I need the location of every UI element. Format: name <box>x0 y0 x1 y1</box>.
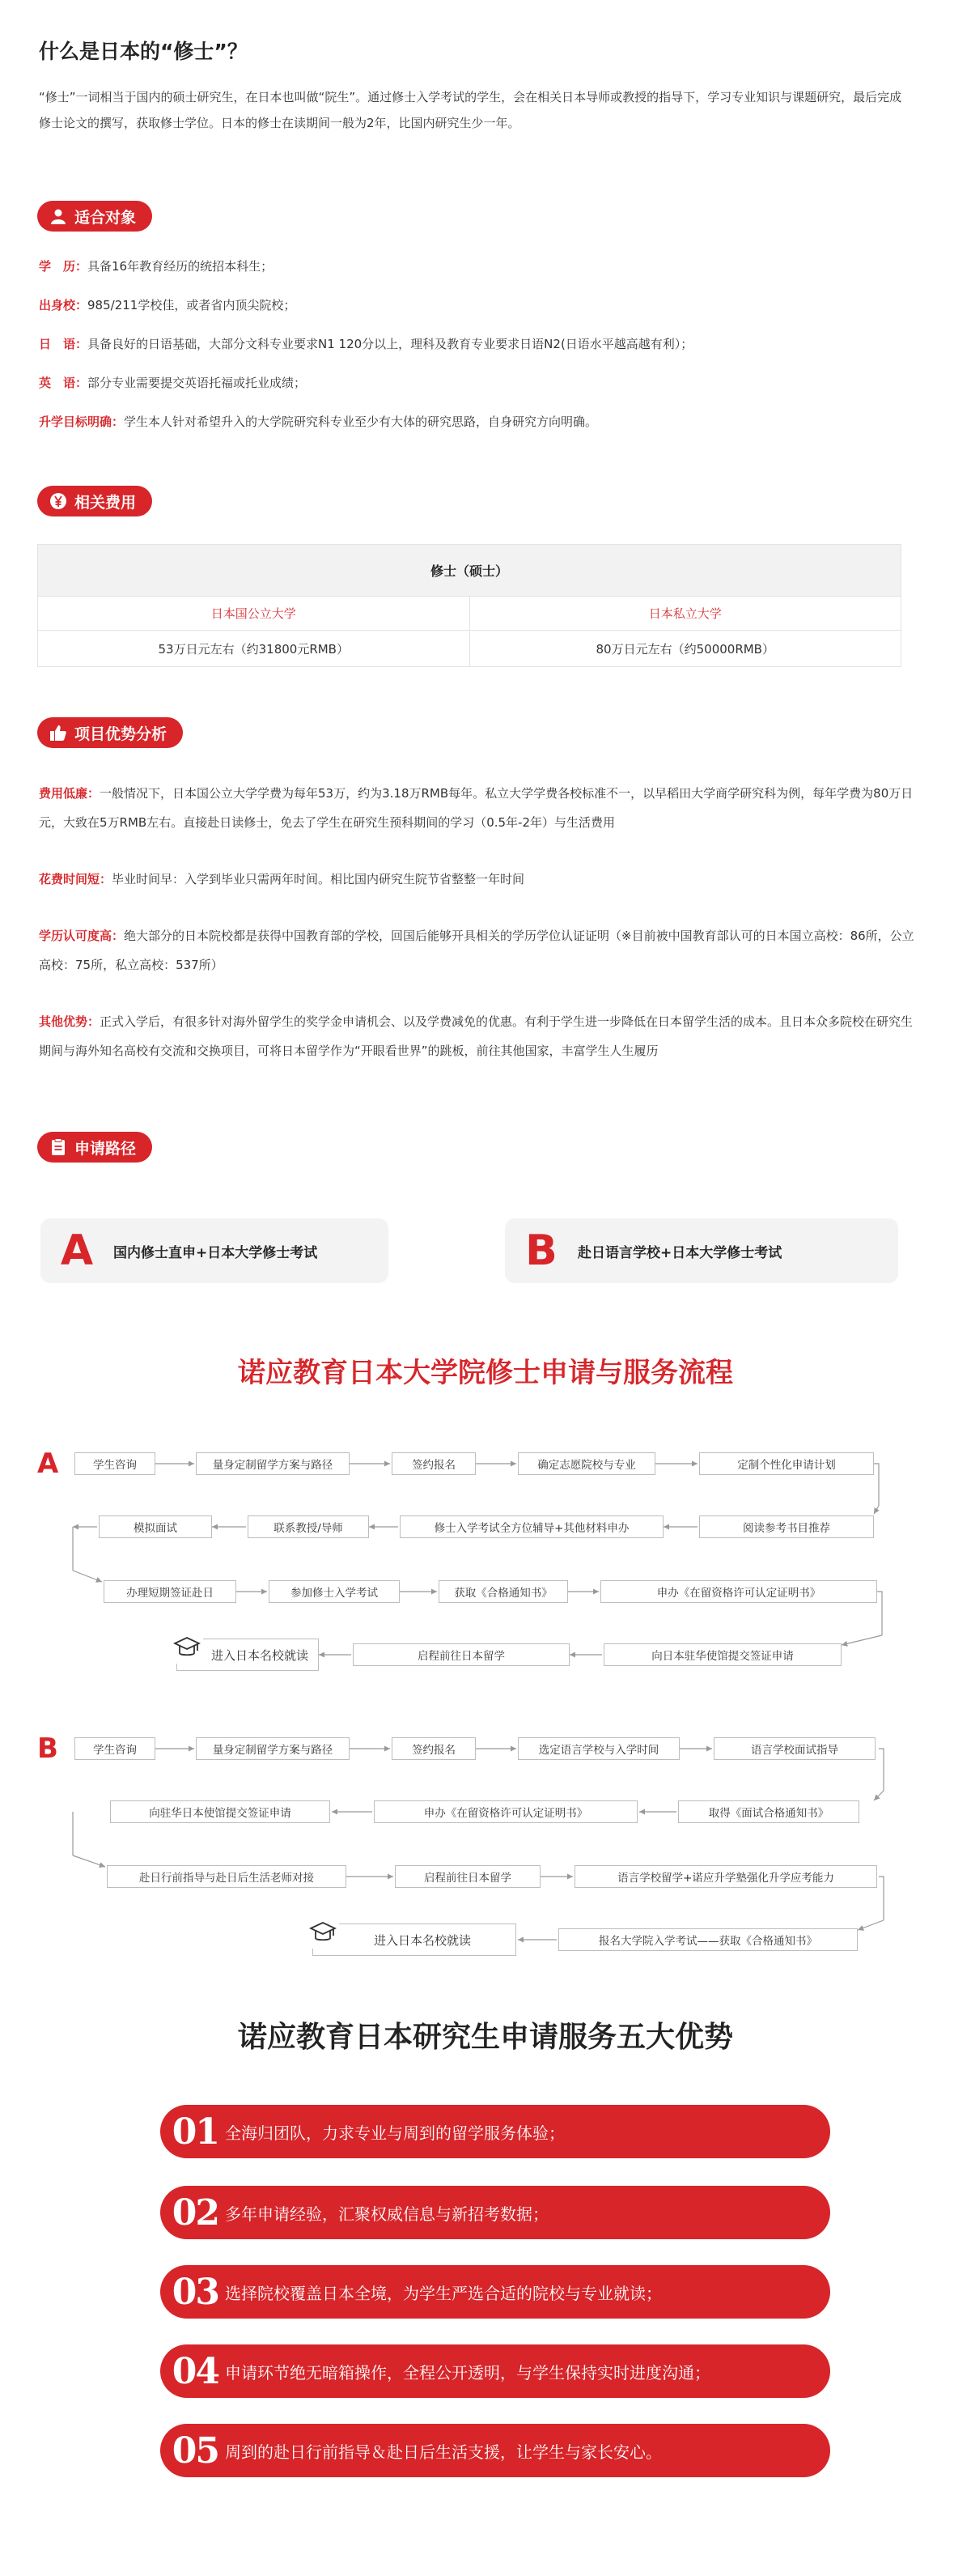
advantage-item <box>160 2265 830 2319</box>
advantage-item <box>160 2186 830 2239</box>
flow-step: 办理短期签证赴日 <box>104 1580 236 1603</box>
list-item: 日 语：具备良好的日语基础，大部分文科专业要求N1 120分以上，理科及教育专业要求日语N2(日语水平越高越有利）； <box>39 337 693 351</box>
flow-step: 联系教授/导师 <box>248 1515 369 1538</box>
flow-step: 启程前往日本留学 <box>353 1643 570 1666</box>
list-item: 学 历：具备16年教育经历的统招本科生； <box>39 259 273 274</box>
flow-title: 诺应教育日本大学院修士申请与服务流程 <box>238 1357 733 1389</box>
flow-step: 学生咨询 <box>74 1737 155 1760</box>
section-paths-title: 申请路径 <box>74 1139 137 1158</box>
analysis-item: 其他优势：正式入学后，有很多针对海外留学生的奖学金申请机会、以及学费减免的优惠。有利于学生进一步降低在日本留学生活的成本。且日本众多院校在研究生期间与海外知名高校有交流和交换项目，可将日本留学作为“开眼看世界”的跳板，前往其他国家，丰富学生人生履历 <box>39 1014 914 1058</box>
flow-step: 向日本驻华使馆提交签证申请 <box>604 1643 842 1666</box>
flow-step: 模拟面试 <box>99 1515 212 1538</box>
section-fees-title: 相关费用 <box>74 493 137 512</box>
flow-step: 学生咨询 <box>74 1452 155 1475</box>
advantage-number: 02 <box>172 2191 218 2234</box>
advantage-number: 01 <box>172 2111 218 2153</box>
path-b-letter: B <box>525 1226 558 1275</box>
graduation-cap-icon <box>307 1916 339 1949</box>
flow-step: 向驻华日本使馆提交签证申请 <box>110 1800 330 1823</box>
flow-step: 报名大学院入学考试——获取《合格通知书》 <box>558 1928 858 1951</box>
flow-step: 申办《在留资格许可认定证明书》 <box>374 1800 638 1823</box>
fee-value-private: 80万日元左右（约50000RMB） <box>469 631 901 666</box>
flow-step: 确定志愿院校与专业 <box>518 1452 655 1475</box>
flow-step: 签约报名 <box>392 1452 476 1475</box>
flow-step: 取得《面试合格通知书》 <box>678 1800 859 1823</box>
flow-step: 量身定制留学方案与路径 <box>196 1737 350 1760</box>
path-a-letter: A <box>60 1226 94 1275</box>
flow-final-step: 进入日本名校就读 <box>312 1923 516 1956</box>
list-item: 出身校：985/211学校佳，或者省内顶尖院校； <box>39 298 296 312</box>
advantage-text: 多年申请经验，汇聚权威信息与新招考数据； <box>225 2204 549 2224</box>
advantage-text: 选择院校覆盖日本全境，为学生严选合适的院校与专业就读； <box>225 2283 662 2303</box>
flow-final-step: 进入日本名校就读 <box>176 1639 319 1671</box>
advantage-text: 周到的赴日行前指导＆赴日后生活支援，让学生与家长安心。 <box>225 2442 662 2462</box>
intro-text: “修士”一词相当于国内的硕士研究生，在日本也叫做“院生”。通过修士入学考试的学生，会在相关日本导师或教授的指导下，学习专业知识与课题研究，最后完成修士论文的撰写，获取修士学位。日本的修士在读期间一般为2年，比国内研究生少一年。 <box>39 90 902 130</box>
flow-step: 选定语言学校与入学时间 <box>518 1737 680 1760</box>
flow-step: 签约报名 <box>392 1737 476 1760</box>
advantage-item <box>160 2105 830 2158</box>
flow-step: 语言学校留学+诺应升学塾强化升学应考能力 <box>575 1865 877 1888</box>
advantages-title: 诺应教育日本研究生申请服务五大优势 <box>237 2021 733 2054</box>
list-item: 升学目标明确：学生本人针对希望升入的大学院研究科专业至少有大体的研究思路，自身研究方向明确。 <box>39 414 598 429</box>
advantage-number: 04 <box>172 2350 218 2392</box>
flow-step: 量身定制留学方案与路径 <box>196 1452 350 1475</box>
fee-col-public: 日本国公立大学 <box>210 606 296 621</box>
advantage-number: 03 <box>172 2271 218 2313</box>
analysis-item: 花费时间短：毕业时间早：入学到毕业只需两年时间。相比国内研究生院节省整整一年时间 <box>39 872 525 886</box>
flow-step: 申办《在留资格许可认定证明书》 <box>600 1580 877 1603</box>
flow-step: 修士入学考试全方位辅导+其他材料申办 <box>400 1515 664 1538</box>
flow-step: 启程前往日本留学 <box>395 1865 541 1888</box>
fee-table-header: 修士（硕士） <box>38 545 901 597</box>
advantage-text: 申请环节绝无暗箱操作，全程公开透明，与学生保持实时进度沟通； <box>225 2362 710 2383</box>
analysis-item: 学历认可度高：绝大部分的日本院校都是获得中国教育部的学校，回国后能够开具相关的学历学位认证证明（※目前被中国教育部认可的日本国立高校：86所，公立高校：75所，私立高校：537所） <box>39 929 914 972</box>
flow-step: 参加修士入学考试 <box>269 1580 400 1603</box>
analysis-item: 费用低廉：一般情况下，日本国公立大学学费为每年53万，约为3.18万RMB每年。私立大学学费各校标准不一，以早稻田大学商学研究科为例，每年学费为80万日元，大致在5万RMB左右。直接赴日读修士，免去了学生在研究生预科期间的学习（0.5年-2年）与生活费用 <box>39 786 914 830</box>
flow-step: 定制个性化申请计划 <box>699 1452 874 1475</box>
flow-step: 获取《合格通知书》 <box>439 1580 568 1603</box>
fee-value-public: 53万日元左右（约31800元RMB） <box>158 641 349 657</box>
flow-a-label: A <box>37 1447 59 1480</box>
graduation-cap-icon <box>171 1631 203 1664</box>
section-analysis-title: 项目优势分析 <box>74 725 167 743</box>
path-a-text: 国内修士直申+日本大学修士考试 <box>113 1244 318 1261</box>
list-item: 英 语：部分专业需要提交英语托福或托业成绩； <box>39 376 307 390</box>
advantage-number: 05 <box>172 2429 218 2472</box>
flow-step: 赴日行前指导与赴日后生活老师对接 <box>107 1865 346 1888</box>
fee-col-private: 日本私立大学 <box>469 597 901 630</box>
advantage-text: 全海归团队，力求专业与周到的留学服务体验； <box>225 2123 565 2143</box>
flow-step: 阅读参考书目推荐 <box>699 1515 874 1538</box>
section-target-title: 适合对象 <box>74 208 137 227</box>
page-title: 什么是日本的“修士”？ <box>39 40 248 63</box>
path-b-text: 赴日语言学校+日本大学修士考试 <box>578 1244 782 1261</box>
flow-b-label: B <box>37 1732 58 1765</box>
advantage-item <box>160 2424 830 2477</box>
flow-step: 语言学校面试指导 <box>714 1737 876 1760</box>
advantage-item <box>160 2344 830 2398</box>
